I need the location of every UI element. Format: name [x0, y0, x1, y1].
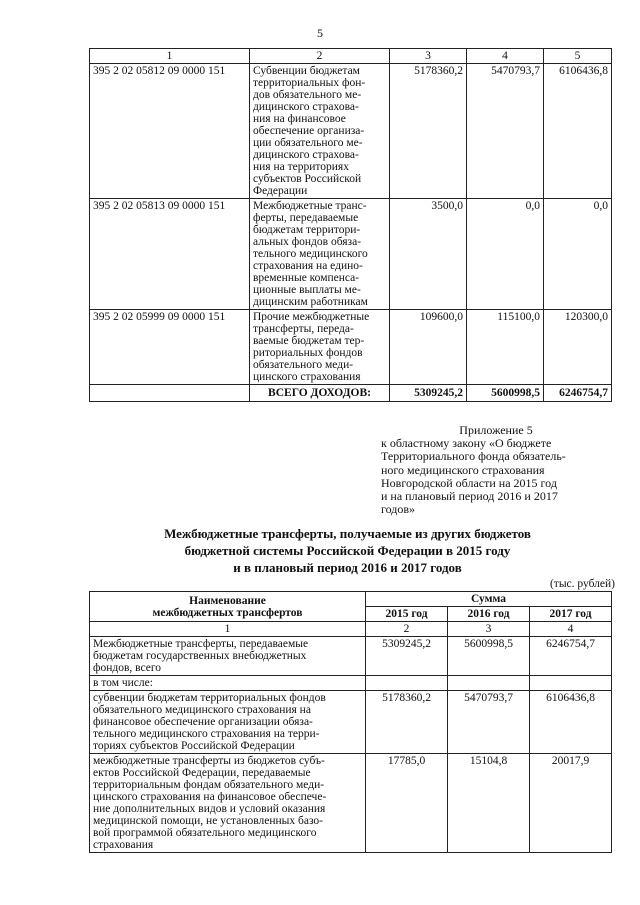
appendix-caption — [381, 424, 611, 516]
value-2015: 109600,0 — [390, 310, 467, 385]
year-header: 2016 год — [448, 607, 530, 622]
total-2017: 6246754,7 — [544, 385, 612, 402]
appendix-text: к областному закону «О бюджете Территориального фонда обязатель- ного медицинского страхования Новгородской области на 2015 год и на плановый период 2016 и 2017 годов» — [381, 436, 566, 517]
budget-code: 395 2 02 05813 09 0000 151 — [90, 199, 250, 310]
value-2015 — [366, 676, 448, 691]
value-2017: 0,0 — [544, 199, 612, 310]
income-row — [90, 310, 612, 385]
transfer-name: Межбюджетные трансферты, передаваемые бюджетам государственных внебюджетных фондов, всего — [90, 637, 366, 676]
col-number: 2 — [366, 622, 448, 637]
appendix-title: Приложение 5 — [459, 423, 533, 437]
transfer-col-number-row — [90, 622, 612, 637]
value-2017: 20017,9 — [530, 754, 612, 853]
name-column-header: Наименование межбюджетных трансфертов — [90, 592, 366, 622]
income-total-row — [90, 385, 612, 402]
transfer-row — [90, 637, 612, 676]
value-2017: 6106436,8 — [544, 64, 612, 199]
value-2017: 6246754,7 — [530, 637, 612, 676]
income-col-number-row — [90, 49, 612, 64]
col-number: 2 — [250, 49, 390, 64]
transfer-row — [90, 676, 612, 691]
transfer-row — [90, 754, 612, 853]
income-row — [90, 199, 612, 310]
value-2016: 5600998,5 — [448, 637, 530, 676]
document-heading: Межбюджетные трансферты, получаемые из других бюджетов бюджетной системы Российской Федерации в 2015 году и в плановый период 2016 и 2017 годов — [164, 526, 531, 575]
empty-cell — [90, 385, 250, 402]
col-number: 3 — [390, 49, 467, 64]
value-2015: 5309245,2 — [366, 637, 448, 676]
income-name: Субвенции бюджетам территориальных фон- дов обязательного ме- дицинского страхова- ния на финансовое обеспечение организа- ции обязательного ме- дицинского страхова- ния на территориях субъектов Российской Федерации — [250, 64, 390, 199]
value-2017: 6106436,8 — [530, 691, 612, 754]
col-number: 1 — [90, 622, 366, 637]
income-table — [89, 48, 612, 402]
year-header: 2017 год — [530, 607, 612, 622]
income-row — [90, 64, 612, 199]
value-2016: 5470793,7 — [448, 691, 530, 754]
value-2016: 15104,8 — [448, 754, 530, 853]
transfer-name: в том числе: — [90, 676, 366, 691]
value-2017: 120300,0 — [544, 310, 612, 385]
value-2015: 5178360,2 — [390, 64, 467, 199]
header-row — [90, 592, 612, 607]
value-2016 — [448, 676, 530, 691]
year-header: 2015 год — [366, 607, 448, 622]
value-2015: 3500,0 — [390, 199, 467, 310]
transfer-name: межбюджетные трансферты из бюджетов субъ- ектов Российской Федерации, передаваемые территориальным фондам обязательного меди- цинского страхования на финансовое обеспече- ние дополнительных видов и условий оказания медицинской помощи, не установленных базо- вой программой обязательного медицинского страхования — [90, 754, 366, 853]
transfer-table — [89, 591, 612, 853]
col-number: 1 — [90, 49, 250, 64]
col-number: 5 — [544, 49, 612, 64]
budget-code: 395 2 02 05999 09 0000 151 — [90, 310, 250, 385]
value-2016: 115100,0 — [467, 310, 544, 385]
transfer-row — [90, 691, 612, 754]
col-number: 4 — [530, 622, 612, 637]
value-2017 — [530, 676, 612, 691]
budget-code: 395 2 02 05812 09 0000 151 — [90, 64, 250, 199]
total-2015: 5309245,2 — [390, 385, 467, 402]
total-2016: 5600998,5 — [467, 385, 544, 402]
value-2015: 17785,0 — [366, 754, 448, 853]
total-label: ВСЕГО ДОХОДОВ: — [250, 385, 390, 402]
income-name: Межбюджетные транс- ферты, передаваемые бюджетам территори- альных фондов обяза- тельного медицинского страхования на едино- временные компенса- ционные выплаты ме- дицинским работникам — [250, 199, 390, 310]
income-name: Прочие межбюджетные трансферты, переда- ваемые бюджетам тер- риториальных фондов обязательного меди- цинского страхования — [250, 310, 390, 385]
value-2016: 0,0 — [467, 199, 544, 310]
col-number: 3 — [448, 622, 530, 637]
units-label: (тыс. рублей) — [549, 578, 615, 590]
col-number: 4 — [467, 49, 544, 64]
value-2016: 5470793,7 — [467, 64, 544, 199]
value-2015: 5178360,2 — [366, 691, 448, 754]
sum-header: Сумма — [366, 592, 612, 607]
page-number: 5 — [317, 26, 323, 40]
transfer-name: субвенции бюджетам территориальных фондов обязательного медицинского страхования на финансовое обеспечение организации обяза- тельного медицинского страхования на терри- ториях субъектов Российской Федерации — [90, 691, 366, 754]
